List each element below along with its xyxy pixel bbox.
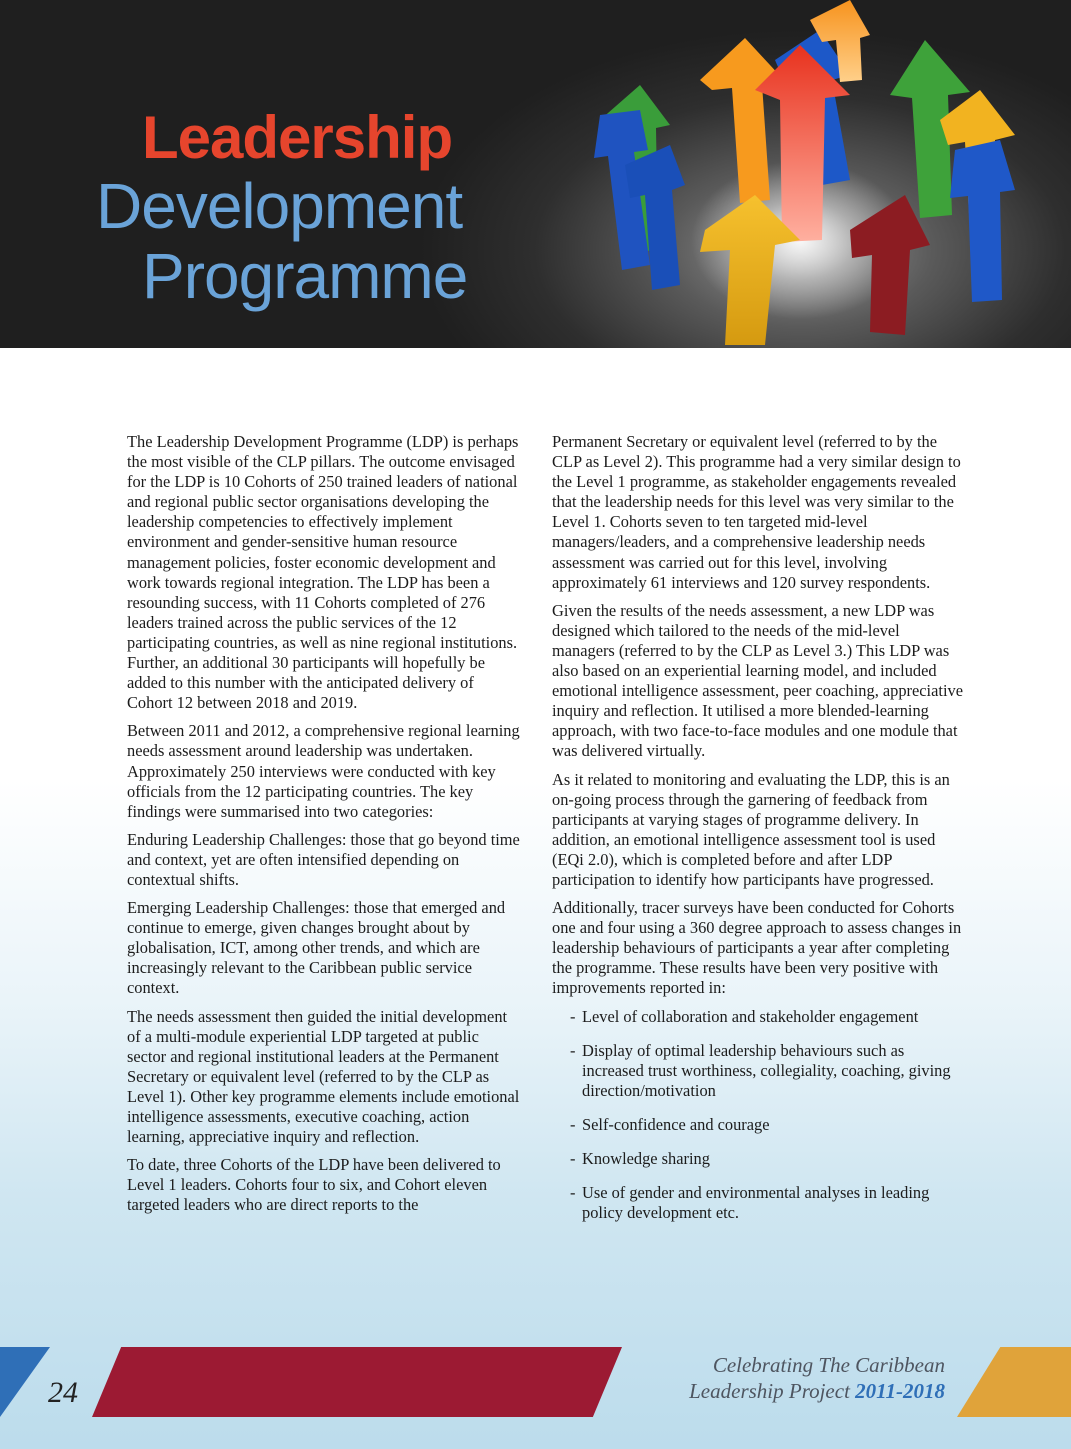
footer-line-2-text: Leadership Project <box>689 1379 850 1403</box>
left-column <box>127 432 522 1223</box>
footer-line-1: Celebrating The Caribbean <box>712 1353 945 1377</box>
list-item: - Display of optimal leadership behaviours such as increased trust worthiness, collegiality, coaching, giving direction/motivation <box>552 1041 966 1101</box>
paragraph: To date, three Cohorts of the LDP have been delivered to Level 1 leaders. Cohorts four to six, and Cohort eleven targeted leaders who are direct reports to the <box>127 1155 501 1215</box>
improvements-list <box>552 1007 966 1224</box>
footer-years: 2011-2018 <box>855 1379 945 1403</box>
orange-arrow-back <box>700 38 782 203</box>
header-banner <box>0 0 1071 348</box>
list-item: - Knowledge sharing <box>552 1149 966 1169</box>
paragraph: Given the results of the needs assessment, a new LDP was designed which tailored to the needs of the mid-level managers (referred to by the CLP as Level 3.) This LDP was also based on an experiential learning model, and included emotional intelligence assessment, peer coaching, appreciative inquiry and reflection. It utilised a more blended-learning approach, with two face-to-face modules and one module that was delivered virtually. <box>552 600 963 761</box>
footer-yellow-stripe <box>957 1347 1071 1417</box>
paragraph: Enduring Leadership Challenges: those that go beyond time and context, yet are often intensified depending on contextual shifts. <box>127 829 520 889</box>
list-item: - Self-confidence and courage <box>552 1115 966 1135</box>
title-line-programme: Programme <box>142 240 468 312</box>
footer-line-2 <box>625 1378 945 1404</box>
footer-red-band <box>92 1347 622 1417</box>
footer-blue-stripe <box>0 1347 50 1417</box>
darkred-arrow-front <box>850 195 930 335</box>
blue-arrow-right <box>950 140 1015 302</box>
paragraph: As it related to monitoring and evaluating the LDP, this is an on-going process through the garnering of feedback from participants at varying stages of programme delivery. In addition, an emotional intelligence assessment tool is used (EQi 2.0), which is completed before and after LDP participation to identify how participants have progressed. <box>552 769 950 889</box>
paragraph: The Leadership Development Programme (LDP) is perhaps the most visible of the CLP pillars. The outcome envisaged for the LDP is 10 Cohorts of 250 trained leaders of national and regional public sector organisations developing the leadership competencies to effectively implement environment and gender-sensitive human resource management policies, foster economic development and work towards regional integration. The LDP has been a resounding success, with 11 Cohorts completed of 276 leaders trained across the public services of the 12 participating countries, as well as nine regional institutions. Further, an additional 30 participants will hopefully be added to this number with the anticipated delivery of Cohort 12 between 2018 and 2019. <box>127 432 519 713</box>
paragraph: Permanent Secretary or equivalent level (referred to by the CLP as Level 2). This programme had a very similar design to the Level 1 programme, as stakeholder engagements revealed that the leadership needs for this level was very similar to the Level 1. Cohorts seven to ten targeted mid-level managers/leaders, and a comprehensive leadership needs assessment was carried out for this level, involving approximately 61 interviews and 120 survey respondents. <box>552 432 961 592</box>
list-item: - Level of collaboration and stakeholder engagement <box>552 1007 966 1027</box>
paragraph: Additionally, tracer surveys have been conducted for Cohorts one and four using a 360 degree approach to assess changes in leadership behaviours of participants a year after completing the programme. These results have been very positive with improvements reported in: <box>552 898 962 998</box>
list-item: - Use of gender and environmental analyses in leading policy development etc. <box>552 1183 966 1223</box>
paragraph: Emerging Leadership Challenges: those that emerged and continue to emerge, given changes brought about by globalisation, ICT, among other trends, and which are increasingly relevant to the Caribbean public service context. <box>127 898 506 998</box>
title-line-development: Development <box>96 170 463 242</box>
page-number: 24 <box>48 1376 78 1409</box>
paragraph: Between 2011 and 2012, a comprehensive regional learning needs assessment around leadership was undertaken. Approximately 250 interviews were conducted with key officials from the 12 participating countries. The key findings were summarised into two categories: <box>127 721 520 821</box>
paragraph: The needs assessment then guided the initial development of a multi-module experiential LDP targeted at public sector and regional institutional leaders at the Permanent Secretary or equivalent level (referred to by the CLP as Level 1). Other key programme elements include emotional intelligence assessments, executive coaching, action learning, appreciative inquiry and reflection. <box>127 1006 520 1147</box>
right-column <box>552 432 966 1237</box>
arrows-illustration <box>560 0 1071 348</box>
footer-caption <box>625 1352 945 1404</box>
title-line-leadership: Leadership <box>142 104 453 171</box>
